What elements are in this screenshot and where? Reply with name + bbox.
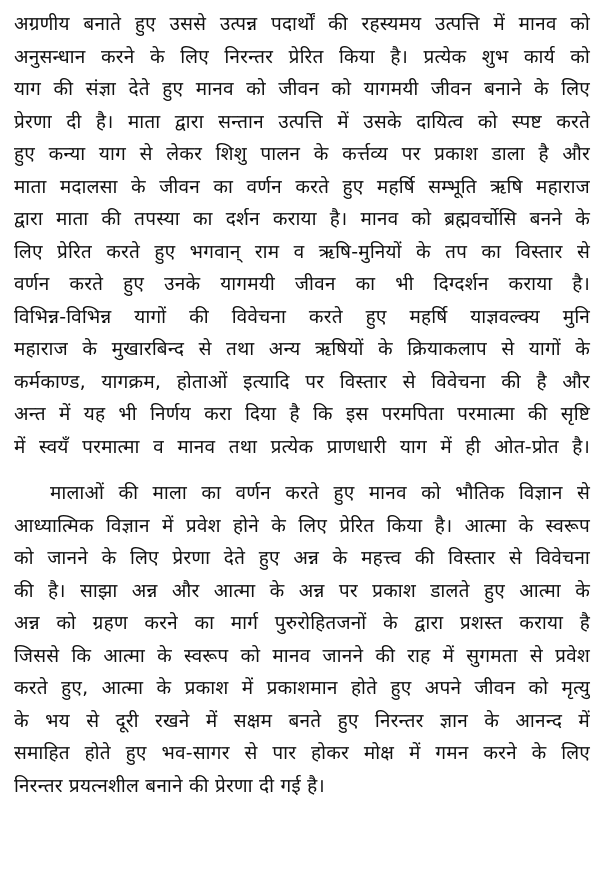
text-line: जिससे कि आत्मा के स्वरूप को मानव जानने की राह में सुगमता से प्रवेश [14,644,590,667]
text-line: निरन्तर प्रयत्नशील बनाने की प्रेरणा दी गई है। [14,774,325,797]
text-line: प्रेरणा दी है। माता द्वारा सन्तान उत्पत्ति में उसके दायित्व को स्पष्ट करते [14,110,590,133]
text-line: द्वारा माता की तपस्या का दर्शन कराया है। मानव को ब्रह्मवर्चोसि बनने के [14,208,590,230]
text-line: में स्वयँ परमात्मा व मानव तथा प्रत्येक प्राणधारी याग में ही ओत-प्रोत है। [14,435,590,458]
text-line: करते हुए, आत्मा के प्रकाश में प्रकाशमान होते हुए अपने जीवन को मृत्यु [14,677,590,699]
text-line: के भय से दूरी रखने में सक्षम बनते हुए निरन्तर ज्ञान के आनन्द में [14,709,590,732]
text-line: अन्त में यह भी निर्णय करा दिया है कि इस परमपिता परमात्मा की सृष्टि [14,403,590,425]
text-line: को जानने के लिए प्रेरणा देते हुए अन्न के महत्त्व की विस्तार से विवेचना [14,547,590,569]
text-line: अनुसन्धान करने के लिए निरन्तर प्रेरित किया है। प्रत्येक शुभ कार्य को [14,45,590,68]
text-line: माता मदालसा के जीवन का वर्णन करते हुए महर्षि सम्भूति ऋषि महाराज [14,175,590,198]
text-line: अन्न को ग्रहण करने का मार्ग पुरुरोहितजनों के द्वारा प्रशस्त कराया है [14,612,590,634]
text-line: आध्यात्मिक विज्ञान में प्रवेश होने के लिए प्रेरित किया है। आत्मा के स्वरूप [14,514,590,537]
text-line: अग्रणीय बनाते हुए उससे उत्पन्न पदार्थों की रहस्यमय उत्पत्ति में मानव को [14,13,590,35]
paragraph-2 [14,477,590,802]
document-page [14,8,590,802]
paragraph-1 [14,8,590,463]
text-line: समाहित होते हुए भव-सागर से पार होकर मोक्ष में गमन करने के लिए [14,742,590,764]
text-line: याग की संज्ञा देते हुए मानव को जीवन को यागमयी जीवन बनाने के लिए [14,78,590,100]
text-line: महाराज के मुखारबिन्द से तथा अन्य ऋषियों के क्रियाकलाप से यागों के [14,338,590,360]
paragraph-spacer [14,463,590,477]
text-line: लिए प्रेरित करते हुए भगवान् राम व ऋषि-मुनियों के तप का विस्तार से [14,240,590,263]
text-line: हुए कन्या याग से लेकर शिशु पालन के कर्त्तव्य पर प्रकाश डाला है और [14,143,590,165]
text-line: मालाओं की माला का वर्णन करते हुए मानव को भौतिक विज्ञान से [50,482,590,504]
text-line: की है। साझा अन्न और आत्मा के अन्न पर प्रकाश डालते हुए आत्मा के [14,579,590,602]
text-line: कर्मकाण्ड, यागक्रम, होताओं इत्यादि पर विस्तार से विवेचना की है और [14,370,590,393]
text-line: वर्णन करते हुए उनके यागमयी जीवन का भी दिग्दर्शन कराया है। [14,273,590,295]
text-line: विभिन्न-विभिन्न यागों की विवेचना करते हुए महर्षि याज्ञवल्क्य मुनि [14,305,590,328]
